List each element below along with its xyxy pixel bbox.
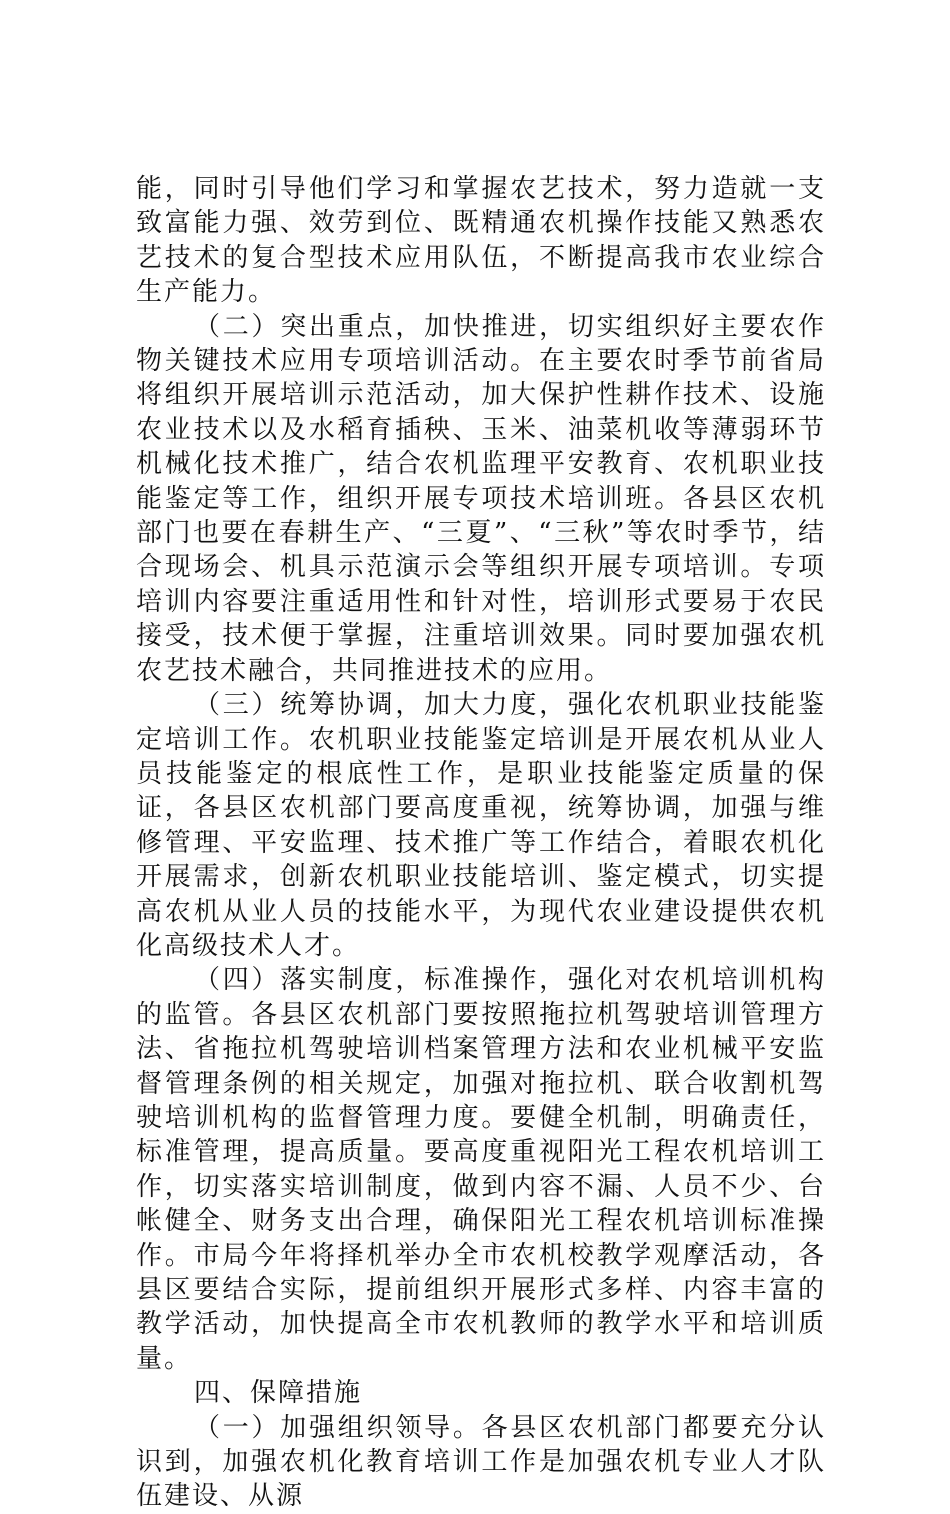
- heading-safeguard-measures: 四、保障措施: [194, 1378, 363, 1409]
- document-body: [136, 172, 826, 1514]
- paragraph-section-4: （四）落实制度，标准操作，强化对农机培训机构的监管。各县区农机部门要按照拖拉机驾驶培训管理方法、省拖拉机驾驶培训档案管理方法和农业机械平安监督管理条例的相关规定，加强对拖拉机、联合收割机驾驶培训机构的监督管理力度。要健全机制，明确责任，标准管理，提高质量。要高度重视阳光工程农机培训工作，切实落实培训制度，做到内容不漏、人员不少、台帐健全、财务支出合理，确保阳光工程农机培训标准操作。市局今年将择机举办全市农机校教学观摩活动，各县区要结合实际，提前组织开展形式多样、内容丰富的教学活动，加快提高全市农机教师的教学水平和培训质量。: [136, 965, 826, 1374]
- paragraph-intro-continuation: 能，同时引导他们学习和掌握农艺技术，努力造就一支致富能力强、效劳到位、既精通农机操作技能又熟悉农艺技术的复合型技术应用队伍，不断提高我市农业综合生产能力。: [136, 174, 826, 308]
- paragraph-section-2: （二）突出重点，加快推进，切实组织好主要农作物关键技术应用专项培训活动。在主要农时季节前省局将组织开展培训示范活动，加大保护性耕作技术、设施农业技术以及水稻育插秧、玉米、油菜机收等薄弱环节机械化技术推广，结合农机监理平安教育、农机职业技能鉴定等工作，组织开展专项技术培训班。各县区农机部门也要在春耕生产、“三夏”、“三秋”等农时季节，结合现场会、机具示范演示会等组织开展专项培训。专项培训内容要注重适用性和针对性，培训形式要易于农民接受，技术便于掌握，注重培训效果。同时要加强农机农艺技术融合，共同推进技术的应用。: [136, 311, 826, 686]
- paragraph-section-3: （三）统筹协调，加大力度，强化农机职业技能鉴定培训工作。农机职业技能鉴定培训是开展农机从业人员技能鉴定的根底性工作，是职业技能鉴定质量的保证，各县区农机部门要高度重视，统筹协调，加强与维修管理、平安监理、技术推广等工作结合，着眼农机化开展需求，创新农机职业技能培训、鉴定模式，切实提高农机从业人员的技能水平，为现代农业建设提供农机化高级技术人才。: [136, 690, 826, 961]
- paragraph-organization-leadership: （一）加强组织领导。各县区农机部门都要充分认识到，加强农机化教育培训工作是加强农机专业人才队伍建设、从源: [136, 1412, 826, 1512]
